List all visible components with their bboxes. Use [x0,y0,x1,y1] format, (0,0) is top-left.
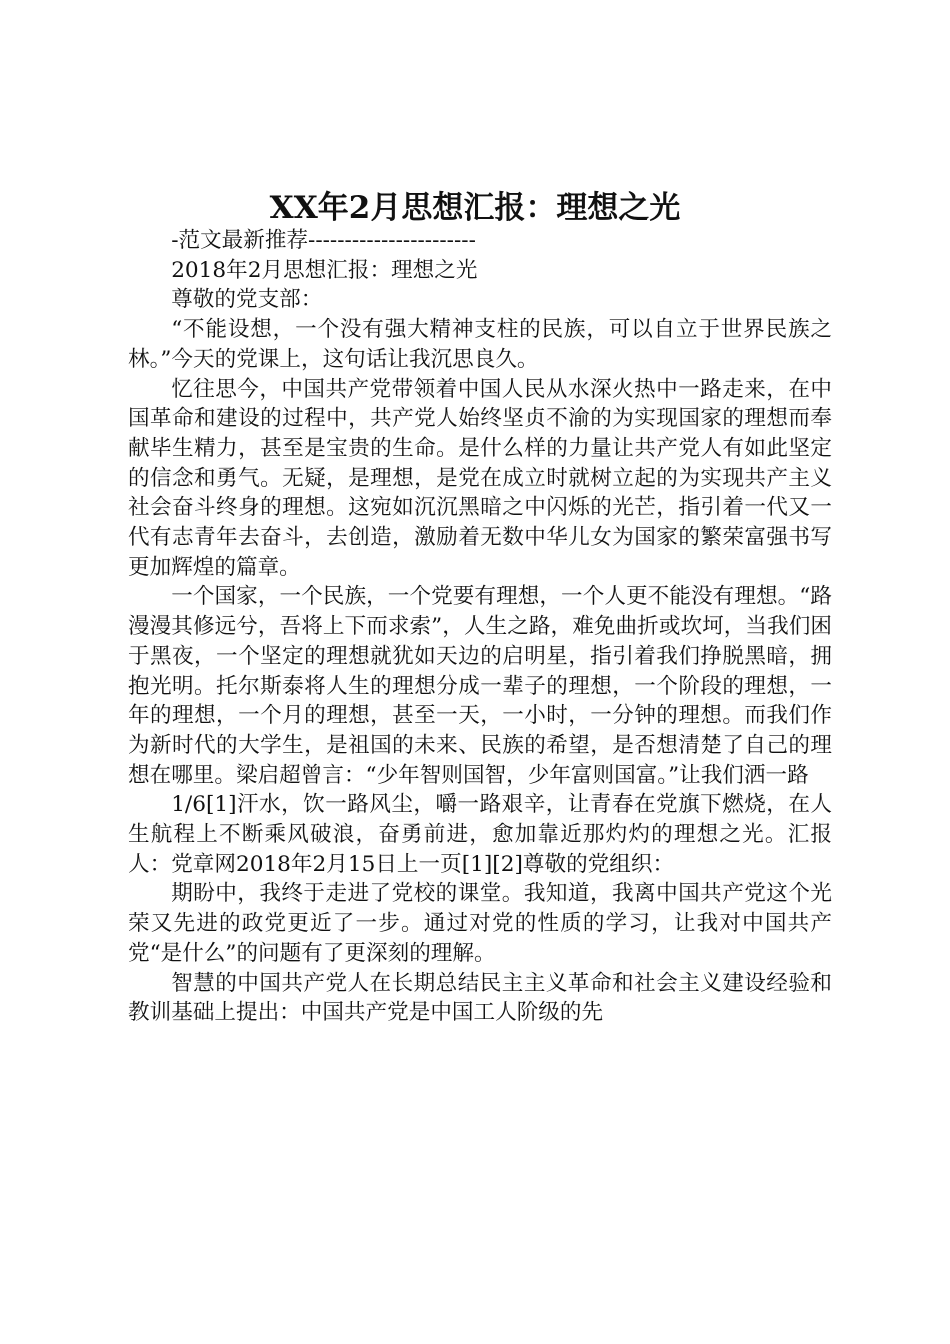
paragraph-quote: “不能设想，一个没有强大精神支柱的民族，可以自立于世界民族之林。”今天的党课上，这句话让我沉思良久。 [128,317,832,372]
recommendation-line: -范文最新推荐----------------------- [171,228,476,253]
paragraph-continuation: 1/6[1]汗水，饮一路风尘，嚼一路艰辛，让青春在党旗下燃烧，在人生航程上不断乘风破浪，奋勇前进，愈加靠近那灼灼的理想之光。汇报人：党章网2018年2月15日上一页[1][2]尊敬的党组织： [128,792,832,877]
paragraph-history: 忆往思今，中国共产党带领着中国人民从水深火热中一路走来，在中国革命和建设的过程中，共产党人始终坚贞不渝的为实现国家的理想而奉献毕生精力，甚至是宝贵的生命。是什么样的力量让共产党人有如此坚定的信念和勇气。无疑，是理想，是党在成立时就树立起的为实现共产主义社会奋斗终身的理想。这宛如沉沉黑暗之中闪烁的光芒，指引着一代又一代有志青年去奋斗，去创造，激励着无数中华儿女为国家的繁荣富强书写更加辉煌的篇章。 [128,376,832,580]
subtitle-line: 2018年2月思想汇报：理想之光 [171,257,478,283]
paragraph-party-nature: 智慧的中国共产党人在长期总结民主主义革命和社会主义建设经验和教训基础上提出：中国共产党是中国工人阶级的先 [128,970,832,1026]
paragraph-ideals: 一个国家，一个民族，一个党要有理想，一个人更不能没有理想。“路漫漫其修远兮，吾将上下而求索”，人生之路，难免曲折或坎坷，当我们困于黑夜，一个坚定的理想就犹如天边的启明星，指引着我们挣脱黑暗，拥抱光明。托尔斯泰将人生的理想分成一辈子的理想，一个阶段的理想，一年的理想，一个月的理想，甚至一天，一小时，一分钟的理想。而我们作为新时代的大学生，是祖国的未来、民族的希望，是否想清楚了自己的理想在哪里。梁启超曾言：“少年智则国智，少年富则国富。”让我们洒一路 [128,584,832,788]
document-body [128,226,832,1028]
salutation: 尊敬的党支部： [171,287,323,313]
paragraph-party-school: 期盼中，我终于走进了党校的课堂。我知道，我离中国共产党这个光荣又先进的政党更近了一步。通过对党的性质的学习，让我对中国共产党“是什么”的问题有了更深刻的理解。 [128,881,832,966]
document-title: XX年2月思想汇报：理想之光 [269,190,681,226]
